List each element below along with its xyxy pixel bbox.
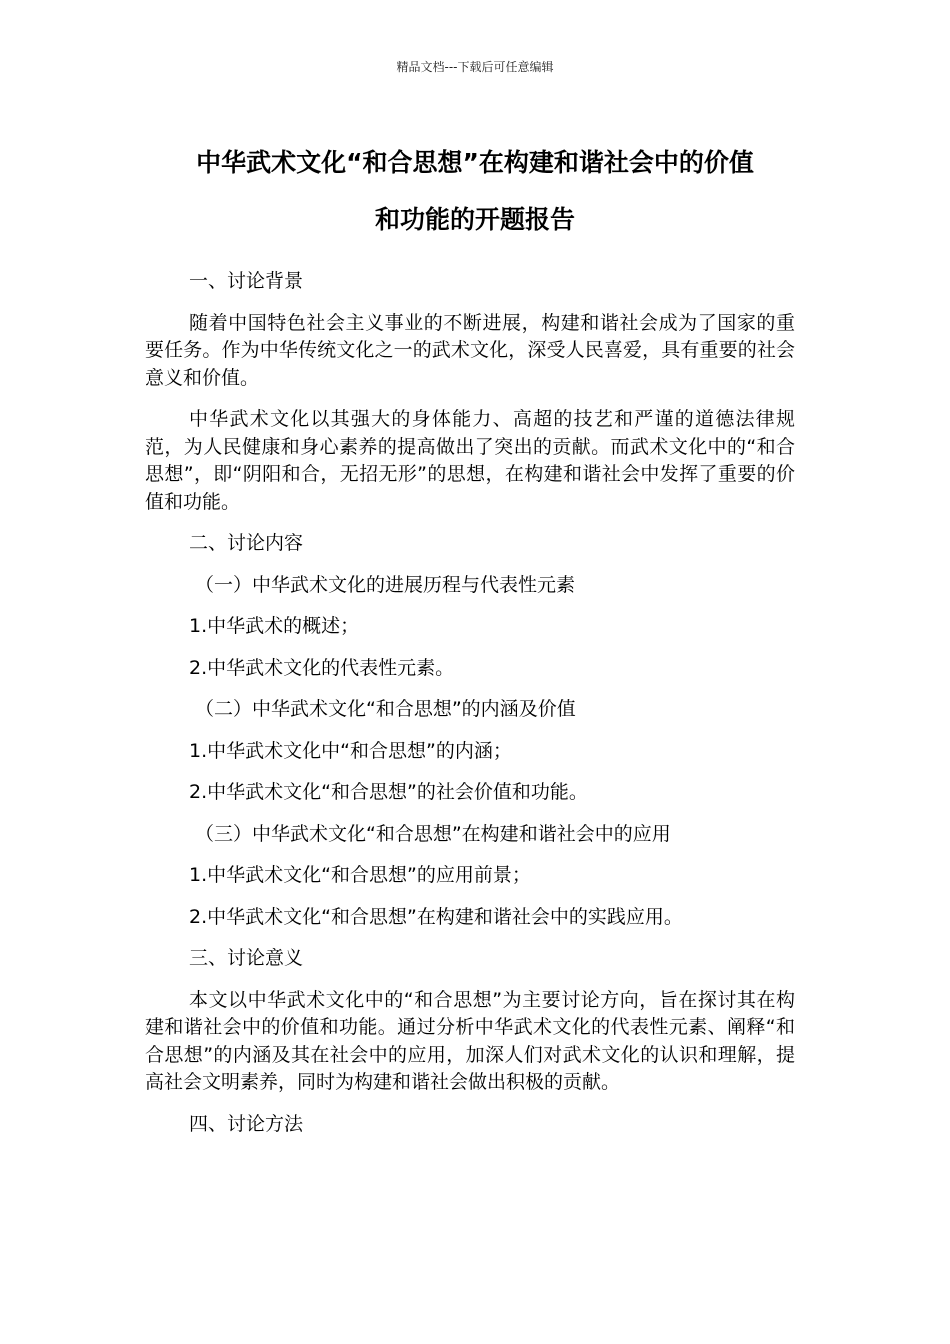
section-heading-method: 四、讨论方法 [189, 1112, 304, 1135]
page-header: 精品文档---下载后可任意编辑 [396, 60, 554, 74]
list-item: 2.中华武术文化“和合思想”的社会价值和功能。 [189, 781, 588, 803]
subheading-1: （一）中华武术文化的进展历程与代表性元素 [195, 573, 576, 596]
paragraph-background-1: 随着中国特色社会主义事业的不断进展，构建和谐社会成为了国家的重要任务。作为中华传统文化之一的武术文化，深受人民喜爱，具有重要的社会意义和价值。 [145, 311, 795, 389]
section-heading-content: 二、讨论内容 [189, 532, 304, 554]
paragraph-significance: 本文以中华武术文化中的“和合思想”为主要讨论方向，旨在探讨其在构建和谐社会中的价值和功能。通过分析中华武术文化的代表性元素、阐释“和合思想”的内涵及其在社会中的应用，加深人们对武术文化的认识和理解，提高社会文明素养，同时为构建和谐社会做出积极的贡献。 [145, 988, 795, 1093]
title-line-1: 中华武术文化“和合思想”在构建和谐社会中的价值 [196, 148, 754, 177]
section-heading-background: 一、讨论背景 [189, 270, 304, 292]
list-item: 2.中华武术文化的代表性元素。 [189, 656, 455, 679]
subheading-2: （二）中华武术文化“和合思想”的内涵及价值 [195, 698, 576, 720]
list-item: 1.中华武术文化中“和合思想”的内涵； [189, 739, 512, 762]
document-title [0, 134, 950, 248]
subheading-3: （三）中华武术文化“和合思想”在构建和谐社会中的应用 [195, 822, 671, 845]
list-item: 1.中华武术文化“和合思想”的应用前景； [189, 864, 531, 886]
paragraph-background-2: 中华武术文化以其强大的身体能力、高超的技艺和严谨的道德法律规范，为人民健康和身心素养的提高做出了突出的贡献。而武术文化中的“和合思想”，即“阴阳和合，无招无形”的思想，在构建和谐社会中发挥了重要的价值和功能。 [145, 408, 795, 513]
section-heading-significance: 三、讨论意义 [189, 947, 304, 969]
title-line-2: 和功能的开题报告 [374, 205, 575, 234]
list-item: 1.中华武术的概述； [189, 615, 360, 637]
document-body [145, 268, 795, 1138]
list-item: 2.中华武术文化“和合思想”在构建和谐社会中的实践应用。 [189, 905, 683, 928]
